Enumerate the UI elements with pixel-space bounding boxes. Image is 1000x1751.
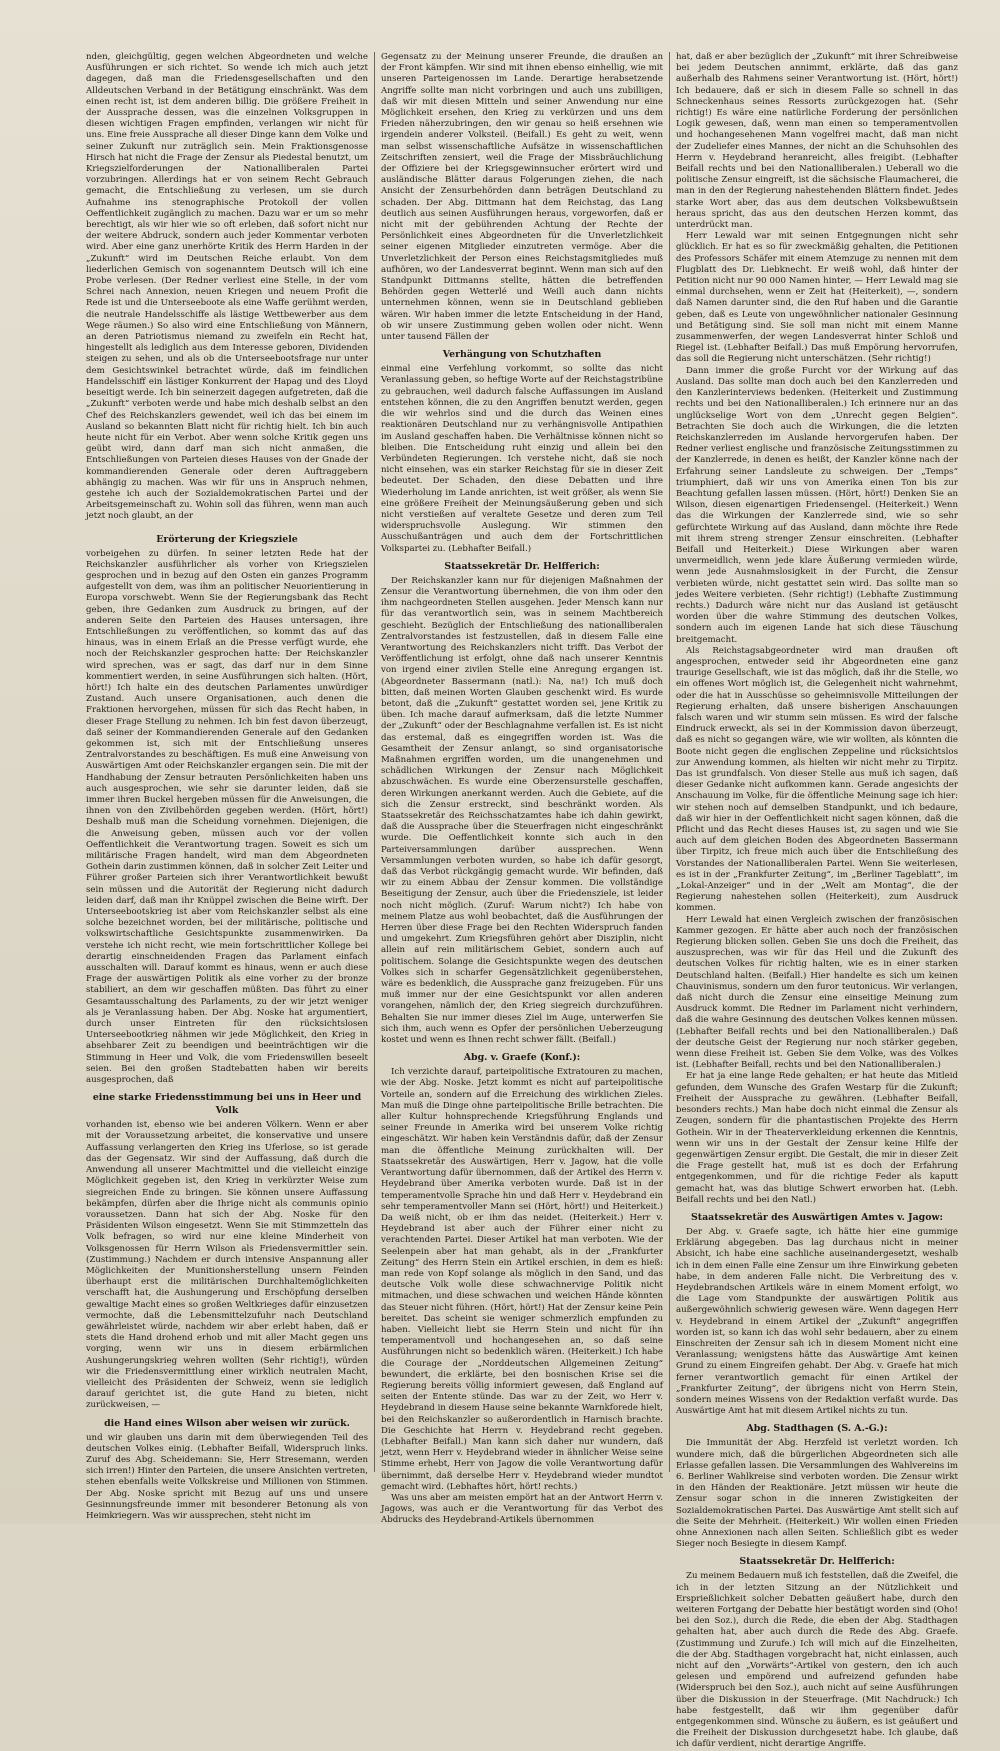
speaker-heading: Abg. Stadthagen (S. A.-G.): (746, 1423, 888, 1435)
speaker-heading: Staatssekretär Dr. Helfferich: (444, 560, 600, 572)
column-3 (670, 52, 964, 1750)
columns-container (80, 52, 964, 1750)
speaker-heading: Abg. v. Graefe (Konf.): (463, 1052, 581, 1064)
section-heading: Erörterung der Kriegsziele (156, 533, 298, 545)
section-heading: eine starke Friedensstimmung bei uns in Heer und Volk (92, 1092, 362, 1117)
paragraph: Ich verzichte darauf, parteipolitische Extratouren zu machen, wie der Abg. Noske. Jetzt kommt es nicht auf parteipolitische Vorteile an, sondern auf die Erreichung des wirklichen Zieles. Man muß die Dinge ohne parteipolitische Brille betrachten. Die aller Kultur hohnsprechende Kriegsführung Englands und seiner Freunde in Amerika wird bei unserem Volke richtig eingeschätzt. Wir haben kein Verständnis dafür, daß der Zensur man die öffentliche Meinung zurückhalten will. Der Staatssekretär des Auswärtigen, Herr v. Jagow, hat die volle Verantwortung dafür übernommen, daß der Artikel des Herrn v. Heydebrand über Amerika verboten wurde. Daß ist in der temperamentvolle Sprache hin und daß Herr v. Heydebrand ein sehr temperamentvoller Mann sei (Hört, hört!) und Heiterkeit.) Da weiß nicht, ob er ihm das neidet. (Heiterkeit.) Herr v. Heydebrand ist aber auch der Führer einer nicht zu verachtenden Partei. Dieser Artikel hat man verboten. Wie der Seelenpein aber hat man gehabt, als in der „Frankfurter Zeitung“ des Herrn Stein ein Artikel erschien, in dem es hieß: man rede von Kopf solange als möglich in den Sand, und das deutsche Volk wolle diese schwachnervige Politik nicht mitmachen, und diese schwachen und weichen Hände könnten das Steuer nicht führen. (Hört, hört!) Hat der Zensur keine Pein bereitet. Das scheint sie weniger schmerzlich empfunden zu haben. Vielleicht liebt sie Herrn Stein und nicht für ihn temperamentvoll und hochangesehen an, so daß seine Ausführungen nicht so bedenklich wären. (Heiterkeit.) Ich habe die Courage der „Norddeutschen Allgemeinen Zeitung“ bewundert, die erklärte, bei den bosnischen Krise sei die Regierung bereits völlig informiert gewesen, daß England auf seiten der Entente stünde. Das war zu der Zeit, wo Herr v. Heydebrand in diesem Hause seine bekannte Warnkforede hielt, bei den Reichskanzler so außerordentlich in Harnisch brachte. Die Geschichte hat Herrn v. Heydebrand recht gegeben. (Lebhafter Beifall.) Man kann sich daher nur wundern, daß jetzt, wenn Herr v. Heydebrand wieder in ähnlicher Weise seine Stimme erhebt, Herr von Jagow die volle Verantwortung dafür übernimmt, daß derselbe Herr v. Heydebrand wieder mundtot gemacht wird. (Lebhaftes hört, hört! rechts.) (381, 1067, 663, 1492)
section-heading: Verhängung von Schutzhaften (442, 349, 602, 361)
paragraph: Herr Lewald war mit seinen Entgegnungen nicht sehr glücklich. Er hat es so für zweckmäßig gehalten, die Petitionen des Professors Schäfer mit einem Atemzuge zu nennen mit dem Flugblatt des Dr. Liebknecht. Er weiß wohl, daß hinter der Petition nicht nur 90 000 Namen hinter, — Herr Lewald mag sie einmal durchsehen, wenn er Zeit hat (Heiterkeit), —, sondern daß Namen darunter sind, die den Ruf haben und die Garantie geben, daß es Leute von ungewöhnlicher nationaler Gesinnung und Betätigung sind. Sie soll man nicht mit einem Manne zusammenwerfen, der wegen Landesverrat hinter Schloß und Riegel ist. (Lebhafter Beifall.) Das muß Empörung hervorrufen, das soll die Regierung nicht unterschätzen. (Sehr richtig!) (676, 231, 958, 365)
paragraph: vorbeigehen zu dürfen. In seiner letzten Rede hat der Reichskanzler ausführlicher als vorher von Kriegszielen gesprochen und in bezug auf den Osten ein ganzes Programm aufgestellt von dem, was ihm an politischer Neuorientierung in Europa vorschwebt. Wenn Sie der Regierungsbank das Recht geben, ihre Gedanken zum Ausdruck zu bringen, auf der anderen Seite den Parteien des Hauses untersagen, ihre Entschließungen zu veröffentlichen, so kommt das auf das hinaus, was in einem Erlaß an die Presse verfügt wurde, ehe noch der Reichskanzler gesprochen hatte: Der Reichskanzler wird sprechen, was er sagt, das darf nur in dem Sinne kommentiert werden, in seine Ausführungen sich halten. (Hört, hört!) Ich halte ein des deutschen Parlamentes unwürdiger Zustand. Auch unsere Organisationen, auch denen die Fraktionen hervorgehen, müssen für sich das Recht haben, in dieser Frage Stellung zu nehmen. Ich bin fest davon überzeugt, daß seiner der Kommandierenden Generale auf den Gedanken gekommen ist, sich mit der Entschließung unseres Zentralvorstandes zu beschäftigen. Es muß eine Anweisung von Auswärtigen Amt oder Reichskanzler ergangen sein. Die mit der Handhabung der Zensur betrauten Persönlichkeiten haben uns auch ausgesprochen, wie sehr sie darunter leiden, daß sie immer ihren Buckel hergeben müssen für die Anweisungen, die ihnen von den Zivilbehörden gegeben werden. (Hört, hört!) Deshalb muß man die Scheidung vornehmen. Diejenigen, die die Anweisung geben, müssen auch vor der vollen Oeffentlichkeit die Verantwortung tragen. Soweit es sich um militärische Fragen handelt, wird man dem Abgeordneten Gothein darin zustimmen können, daß in solcher Zeit Leiter und Führer großer Parteien sich ihrer Verantwortlichkeit bewußt sein müssen und die Autorität der Regierung nicht dadurch leiden darf, daß man ihr Knüppel zwischen die Beine wirft. Der Unterseebootskrieg ist aber vom Reichskanzler selbst als eine solche bezeichnet worden, bei der militärische, politische und volkswirtschaftliche Gesichtspunkte zusammenwirken. Da verstehe ich nicht recht, wie mein fortschrittlicher Kollege bei derartig einschneidenden Fragen das Parlament einfach ausschalten will. Darauf kommt es hinaus, wenn er auch diese Frage der auswärtigen Politik als eine vorher zu der bronze stabiliert, an dem wir geschaffen müßten. Das führt zu einer Gesamtausschaltung des Parlaments, zu der wir jetzt weniger als je Veranlassung haben. Der Abg. Noske hat argumentiert, durch unser Eintreten für den rücksichtslosen Unterseebootkrieg nähmen wir jede Möglichkeit, den Krieg in absehbarer Zeit zu beendigen und beeinträchtigen wir die Stimmung in Heer und Volk, die vom Friedenswillen beseelt seien. Bei den großen Stadtebatten haben wir bereits ausgesprochen, daß (86, 548, 368, 1086)
paragraph: Herr Lewald hat einen Vergleich zwischen der französischen Kammer gezogen. Er hätte aber auch noch der französischen Regierung blicken sollen. Geben Sie uns doch die Freiheit, das auszusprechen, was wir für das Heil und die Zukunft des deutschen Volkes für richtig halten, wie es in einer starken Deutschland halten. (Beifall.) Hier handelte es sich um keinen Chauvinismus, sondern um den furor teutonicus. Wir verlangen, daß nicht durch die Zensur eine einseitige Meinung zum Ausdruck kommt. Die Redner im Parlament nicht verhindern, daß die wahre Gesinnung des deutschen Volkes kennen müssen. (Lebhafter Beifall rechts und bei den Nationalliberalen.) Daß der deutsche Geist der Regierung nur noch stärker gegeben, wenn diese Freiheit ist. Geben Sie dem Volke, was des Volkes ist. (Lebhafter Beifall, rechts und bei den Nationalliberalen.) (676, 914, 958, 1071)
section-heading: die Hand eines Wilson aber weisen wir zurück. (104, 1417, 350, 1429)
paragraph: vorhanden ist, ebenso wie bei anderen Völkern. Wenn er aber mit der Voraussetzung arbeitet, die konservative und unsere Auffassung verlangerten den Krieg ins Uferlose, so ist gerade das der Gegensatz. Wir sind der Auffassung, daß durch die Anwendung all unserer Machtmittel und die vielleicht einzige Möglichkeit gegeben ist, den Krieg in verkürzter Weise zum siegreichen Ende zu bringen. Sie können unsere Auffassung bekämpfen, dürfen aber die Ihrige nicht als communis opinio voraussetzen. Dann hat sich der Abg. Noske für den Präsidenten Wilson eingesetzt. Wenn Sie mit Stimmzetteln das Volk befragen, so wird nur eine kleine Minderheit von Volksgenossen für Herrn Wilson als Friedensvermittler sein. (Zustimmung.) Nachdem er durch intensive Anspannung aller Möglichkeiten der Munitionsherstellung unsern Feinden überhaupt erst die militärischen Durchhaltemöglichkeiten verschafft hat, die Aushungerung und Erschöpfung derselben gewaltige Macht eines so großen Weltkrieges dafür einzusetzen vermochte, daß die Lebensmittelzufuhr nach Deutschland gewährleistet würde, nachdem wir aber erlebt haben, daß er stets die Hand drohend erhob und mit aller Macht gegen uns vorging, wenn wir uns in diesem erbärmlichen Aushungerungskrieg wehren wollten (Sehr richtig!), würden wir die Friedensvermittlung einer wirklich neutralen Macht, vielleicht des Präsidenten der Schweiz, wenn sie lediglich darauf gerichtet ist, die gute Hand zu bieten, nicht zurückweisen, — (86, 1120, 368, 1411)
paragraph: Zu meinem Bedauern muß ich feststellen, daß die Zweifel, die ich in der letzten Sitzung an der Nützlichkeit und Ersprießlichkeit solcher Debatten geäußert habe, durch den weiteren Fortgang der Debatte hier bestätigt worden sind (Oho! bei den Soz.), durch die Rede, die eben der Abg. Stadthagen gehalten hat, aber auch durch die Rede des Abg. Graefe. (Zustimmung und Zurufe.) Ich will mich auf die Einzelheiten, die der Abg. Stadthagen vorgebracht hat, nicht einlassen, auch nicht auf den „Vorwärts“-Artikel von gestern, den ich auch gelesen und empörend und aufreizend gefunden habe (Widerspruch bei den Soz.), auch nicht auf seine Ausführungen über die Diskussion in der Steuerfrage. (Mit Nachdruck:) Ich habe festgestellt, daß wir ihm gegenüber dafür entgegenkommen sind. Wünsche zu äußern, es ist geäußert und die Freiheit der Diskussion durchgesetzt habe. Ich glaube, daß ich dafür verdient, nicht derartige Angriffe. (676, 1571, 958, 1750)
column-1 (80, 52, 374, 1521)
paragraph: Was uns aber am meisten empört hat an der Antwort Herrn v. Jagows, was auch er die Verantwortung für das Verbot des Abdrucks des Heydebrand-Artikels übernommen (381, 1492, 663, 1526)
paragraph: Die Immunität der Abg. Herzfeld ist verletzt worden. Ich wundere mich, daß die bürgerlichen Abgeordneten sich alle Erlasse gefallen lassen. Die Versammlungen des Wahlvereins im 6. Berliner Wahlkreise sind verboten worden. Die Zensur wirkt in den Händen der Reaktionäre. Jetzt müssen wir heute die Zensur sogar schon in die inneren Zwistigkeiten der Sozialdemokratischen Partei. Das Auswärtige Amt stellt sich auf die Seite der Mehrheit. (Heiterkeit.) Wir wollen einen Frieden ohne Annexionen nach allen Seiten. Schließlich gibt es weder Sieger noch Besiegte in diesem Kampf. (676, 1438, 958, 1550)
speaker-heading: Staatssekretär Dr. Helfferich: (739, 1556, 895, 1568)
paragraph: Er hat ja eine lange Rede gehalten; er hat heute das Mitleid gefunden, dem Wunsche des Grafen Westarp für die Zukunft; Freiheit der Aussprache zu gewähren. (Lebhafter Beifall, besonders rechts.) Man habe doch nicht einmal die Zensur als Zeugen, sondern für die phantastischen Projekte des Herrn Gothein. Wir in der Theaterverkleidung erkennen die Kenntnis, wenn wir uns in der Gestalt der Zensur keine Hilfe der gegenwärtigen Zensur ergibt. Die Gestalt, die mir in dieser Zeit die Frage gestellt hat, muß ist es doch der Erfahrung entgegenkommen, und für die richtige Feder als kaputt gemacht hat, was das blutige Schwert erworben hat. (Lebh. Beifall rechts und bei den Natl.) (676, 1071, 958, 1205)
paragraph: Der Abg. v. Graefe sagte, ich hätte hier eine gummige Erklärung abgegeben. Das lag durchaus nicht in meiner Absicht, ich habe eine sachliche auseinandergesetzt, weshalb ich in dem einen Falle eine Zensur um ihre Einwirkung gebeten habe, in dem anderen Falle nicht. Die Verbreitung des v. Heydebrandschen Artikels wäre in einem Moment erfolgt, wo die Lage vom Standpunkte der auswärtigen Politik aus außergewöhnlich schwierig gewesen wäre. Wenn dagegen Herr v. Heydebrand in einem Artikel der „Zukunft“ angegriffen worden ist, so kann ich das wohl sehr bedauern, aber zu einem Einschreiten der Zensur sah ich in diesem Moment nicht eine Veranlassung; wenigstens hätte das Auswärtige Amt keinen Grund zu einem Eingreifen gehabt. Der Abg. v. Graefe hat mich ferner verantwortlich gemacht für einen Artikel der „Frankfurter Zeitung“, der übrigens nicht von Herrn Stein, sondern meines Wissens von der Redaktion verfaßt wurde. Das Auswärtige Amt hat mit diesem Artikel nichts zu tun. (676, 1226, 958, 1417)
paragraph: einmal eine Verfehlung vorkommt, so sollte das nicht Veranlassung geben, so heftige Worte auf der Reichstagstribüne zu gebrauchen, weil dadurch falsche Auffassungen im Ausland entstehen können, die zu den Angriffen benutzt werden, gegen die wir wehrlos sind und die durch das Weinen eines reaktionären Deutschland nur zu verhängnisvolle Antipathien im Ausland geschaffen haben. Die Verhältnisse können nicht so bleiben. Die Entscheidung ruht einzig und allein bei den Verbündeten Regierungen. Ich verstehe nicht, daß sie noch nicht einsehen, was ein starker Reichstag für sie in dieser Zeit bedeutet. Der Schaden, den diese Debatten und ihre Wiederholung im Lande anrichten, ist weit größer, als wenn Sie eine größere Freiheit der Meinungsäußerung geben und sich nicht verstießen auf veraltete Gesetze und deren zum Teil widerspruchsvolle Auslegung. Wir stimmen den Ausschußanträgen und auch dem der Fortschrittlichen Volkspartei zu. (Lebhafter Beifall.) (381, 364, 663, 554)
speaker-heading: Staatssekretär des Auswärtigen Amtes v. Jagow: (690, 1211, 944, 1223)
paragraph: nden, gleichgültig, gegen welchen Abgeordneten und welche Ausführungen er sich richtet. So wende ich mich auch jetzt dagegen, daß man die Friedensgesellschaften und den Alldeutschen Verband in der Betätigung einschränkt. Was dem einen recht ist, ist dem anderen billig. Die größere Freiheit in der Aussprache dessen, was die einzelnen Volksgruppen in diesen wichtigen Fragen empfinden, verlangen wir nicht für uns. Eine freie Aussprache all dieser Dinge kann dem Volke und seiner Zukunft nur zuträglich sein. Mein Fraktionsgenosse Hirsch hat nicht die Frage der Zensur als Piedestal benutzt, um Kriegszielforderungen der Nationalliberalen Partei vorzubringen. Allerdings hat er von seinem Recht Gebrauch gemacht, die Entschließung zu verlesen, um sie durch Aufnahme ins stenographische Protokoll der vollen Oeffentlichkeit zugänglich zu machen. Dazu war er um so mehr berechtigt, als wir hier wie so oft erleben, daß sofort nicht nur der weitere Abdruck, sondern auch jeder Kommentar verboten wird. Aber eine ganz unerhörte Kritik des Herrn Harden in der „Zukunft“ wird im Deutschen Reiche erlaubt. Von dem liederlichen Gemisch von sogenanntem Deutsch will ich eine Probe verlesen. (Der Redner verliest eine Stelle, in der vom Schrei nach Annexion, neuen Kriegen und neuem Profit die Rede ist und die Unterseeboote als eine Waffe gerühmt werden, die neutrale Handelsschiffe als lästige Wettbewerber aus dem Wege räumen.) So also wird eine Entschließung von Männern, an deren Patriotismus niemand zu zweifeln ein Recht hat, hingestellt als lediglich aus dem Interesse geboren, Dividenden steigen zu sehen, und als ob die Unterseebootsfrage nur unter dem Gesichtswinkel betrachtet würde, daß im feindlichen Handelsschiff ein lästiger Konkurrent der Hapag und des Lloyd beseitigt werde. Ich bin seinerzeit dagegen aufgetreten, daß die „Zukunft“ verboten werde und habe mich deshalb selbst an den Chef des Reichskanzlers gewendet, weil ich das bei einem im Ausland so bekannten Blatt nicht für richtig hielt. Ich bin auch heute nicht für ein Verbot. Aber wenn solche Kritik gegen uns geübt wird, dann darf man sich nicht anmaßen, die Entschließungen von Parteien dieses Hauses von der Gnade der kommandierenden Generale oder deren Auftraggebern abhängig zu machen. Was wir für uns in Anspruch nehmen, gestehe ich auch der Sozialdemokratischen Partei und der Arbeitsgemeinschaft zu. Wohin soll das führen, wenn man auch jetzt noch glaubt, an der (86, 52, 368, 522)
paragraph: Als Reichstagsabgeordneter wird man draußen oft angesprochen, entweder seid ihr Abgeordneten eine ganz traurige Gesellschaft, wie ist das möglich, daß ihr die Stelle, wo ein offenes Wort möglich ist, die Gelegenheit nicht wahrnehmt, oder die hat in Ausschüsse so geheimnisvolle Mitteilungen der Regierung erhalten, daß unsere bisherigen Anschauungen falsch waren und wir stumm sein müssen. Es wird der falsche Eindruck erweckt, als sei in der Kommission davon überzeugt, daß es nicht so gegangen wäre, wie wir wollten, als könnten die Boote nicht gegen die englischen Zeppeline und rücksichtslos zur Anwendung kommen, als hielten wir nicht mehr zu Tirpitz. Das ist grundfalsch. Von dieser Stelle aus muß ich sagen, daß dieser Gedanke nicht aufkommen kann. Gerade angesichts der Anschauung im Volke, für die öffentliche Meinung sage ich hier: wir stehen noch auf demselben Standpunkt, und ich bedaure, daß wir hier in der Oeffentlichkeit nicht sagen können, daß die Pflicht und das Recht dieses Hauses ist, zu sagen und wie Sie auch auf dem gleichen Boden des Abgeordneten Bassermann über Tirpitz, ich freue mich auch über die Entschließung des Vorstandes der Nationalliberalen Partei. Wenn Sie weiterlesen, es ist in der „Frankfurter Zeitung“, im „Berliner Tageblatt“, im „Lokal-Anzeiger“ und in der „Welt am Montag“, die der Regierung nahestehen sollen (Heiterkeit), zum Ausdruck kommen. (676, 645, 958, 914)
paragraph: Der Reichskanzler kann nur für diejenigen Maßnahmen der Zensur die Verantwortung übernehmen, die von ihm oder den ihm nachgeordneten Stellen ausgehen. Jeder Mensch kann nur für das verantwortlich sein, was in seinem Machtbereich geschieht. Bezüglich der Entschließung des nationalliberalen Zentralvorstandes ist festzustellen, daß in diesem Falle eine Verantwortung des Reichskanzlers nicht trifft. Das Verbot der Veröffentlichung ist erfolgt, ohne daß nach unserer Kenntnis von irgend einer zivilen Stelle eine Anregung ergangen ist. (Abgeordneter Bassermann (natl.): Na, na!) Ich muß doch bitten, daß meinen Worten Glauben geschenkt wird. Es wurde betont, daß die „Zukunft“ gestattet worden sei, jene Kritik zu üben. Ich mache darauf aufmerksam, daß die letzte Nummer der „Zukunft“ oder der Beschlagnahme verfallen ist. Es ist nicht das erstemal, daß es eingegriffen worden ist. Was die Gesamtheit der Zensur anlangt, so sind organisatorische Maßnahmen ergriffen worden, um die unangenehmen und schädlichen Wirkungen der Zensur nach Möglichkeit abzuschwächen. Es wurde eine Oberzensurstelle geschaffen, deren Wirkungen anerkannt werden. Auch die Gebiete, auf die sich die Zensur erstreckt, sind beschränkt worden. Als Staatssekretär des Reichsschatzamtes habe ich dahin gewirkt, daß die Aussprache über die Steuerfragen nicht eingeschränkt wurde. Die Oeffentlichkeit konnte sich auch in den Parteiversammlungen darüber aussprechen. Wenn Versammlungen verboten wurden, so habe ich dafür gesorgt, daß das Verbot rückgängig gemacht wurde. Wir befinden, daß wir zu einem Abbau der Zensur kommen. Die vollständige Beseitigung der Zensur, auch über die Friedensziele, ist leider noch nicht möglich. (Zuruf: Warum nicht?) Ich habe von meinem Platze aus wohl beobachtet, daß die Ausführungen der Herren über diese Frage bei den Rechten Widerspruch fanden und umgekehrt. Zum Kriegsführen gehört aber Disziplin, nicht allein auf rein militärischem Gebiet, sondern auch auf politischem. Solange die Gesichtspunkte wegen des deutschen Volkes sich in scharfer Gegensätzlichkeit gegenüberstehen, wäre es bedenklich, die Aussprache ganz freizugeben. Für uns muß immer nur der eine Gesichtspunkt vor allen anderen vorangehen, nämlich der, den Krieg siegreich durchzuführen. Behalten Sie nur immer dieses Ziel im Auge, unterwerfen Sie sich ihm, auch wenn es Opfer der persönlichen Ueberzeugung kostet und wenn es Ihnen recht schwer fällt. (Beifall.) (381, 575, 663, 1046)
paragraph: Dann immer die große Furcht vor der Wirkung auf das Ausland. Das sollte man doch auch bei den Kanzlerreden und den Kanzlerinterviews bedenken. (Heiterkeit und Zustimmung rechts und bei den Nationalliberalen.) Ich erinnere nur an das unglückselige Wort von dem „Unrecht gegen Belgien“. Betrachten Sie doch auch die Wirkungen, die die letzten Reichskanzlerreden im Auslande hervorgerufen haben. Der Redner verliest englische und französische Zeitungsstimmen zu der Kanzlerrede, in denen es heißt, der Kanzler könne nach der Erfahrung seiner Landsleute zu schweigen. Der „Temps“ triumphiert, daß wir uns von Amerika einen Ton bis zur Beachtung gefallen lassen müssen. (Hört, hört!) Denken Sie an Wilson, diesen eigenartigen Friedensengel. (Heiterkeit.) Wenn das die Wirkungen der Kanzlerrede sind, wie so sehr gefürchtete Wirkung auf das Ausland, dann möchte ihre Rede mit ihrem streng strenger Zensur einschreiten. (Lebhafter Beifall und Heiterkeit.) Diese Wirkungen aber waren unvermeidlich, wenn jede klare Äußerung vermieden würde, wenn jede Ausnahmslosigkeit in der Furcht, die Zensur verbieten würde, nicht gestattet sein wird. Das sollte man so jedes Weitere verbieten. (Sehr richtig!) (Lebhafte Zustimmung rechts.) Dadurch wäre nicht nur das Ausland ist getäuscht worden über die wahre Stimmung des deutschen Volkes, sondern auch im eigenen Lande hat sich diese Täuschung breitgemacht. (676, 365, 958, 645)
paragraph: hat, daß er aber bezüglich der „Zukunft“ mit ihrer Schreibweise bei jedem Deutschen annimmt, erklärte, daß das ganz außerhalb des Rahmens seiner Verantwortung ist. (Hört, hört!) Ich bedauere, daß er sich in diesem Falle so schnell in das Schneckenhaus seines Ressorts zurückgezogen hat. (Sehr richtig!) Es wäre eine natürliche Forderung der persönlichen Logik gewesen, daß, wenn man einen so temperamentvollen und hochangesehenen Mann vogelfrei macht, daß man nicht der Zudeliefer eines Mannes, der nicht an die Schuhsohlen des Herrn v. Heydebrand heranreicht, alles freigibt. (Lebhafter Beifall rechts und bei den Nationalliberalen.) Ueberall wo die politische Zensur eingreift, ist die sächsische Flaumacherei, die man in den der Regierung nahestehenden Blättern findet. Jedes starke Wort aber, das aus dem deutschen Volksbewußtsein heraus spricht, das aus den deutschen Herzen kommt, das unterdrückt man. (676, 52, 958, 231)
paragraph: und wir glauben uns darin mit dem überwiegenden Teil des deutschen Volkes einig. (Lebhafter Beifall, Widerspruch links. Zuruf des Abg. Scheidemann: Sie, Herr Stresemann, werden sich irren!) Hinter den Parteien, die unsere Ansichten vertreten, stehen ebenfalls weite Volkskreise und Millionen von Stimmen. Der Abg. Noske spricht mit Bezug auf uns und unsere Gesinnungsfreunde immer mit besonderer Betonung als von Heimkriegern. Was wir aussprechen, steht nicht im (86, 1432, 368, 1521)
paragraph: Gegensatz zu der Meinung unserer Freunde, die draußen an der Front kämpfen. Wir sind mit ihnen ebenso einhellig, wie mit unseren Parteigenossen im Lande. Derartige herabsetzende Angriffe sollte man nicht vorbringen und auch uns zubilligen, daß wir mit diesen Mitteln und seiner Anwendung nur eine Möglichkeit ersehen, den Krieg zu verkürzen und uns dem Frieden näherzubringen, den wir genau so heiß ersehnen wie irgendein anderer Volksteil. (Beifall.) Es geht zu weit, wenn man selbst wissenschaftliche Aufsätze in wissenschaftlichen Zeitschriften zensiert, weil die Frage der Missbräuchlichung der Offiziere bei der Kriegsgewinnsucher erörtert wird und ausländische Blätter daraus Folgerungen ziehen, die nach Ansicht der Zensurbehörden dann beträgen Deutschland zu schaden. Der Abg. Dittmann hat dem Reichstag, das Lang deutlich aus seinen Ausführungen heraus, vorgeworfen, daß er nicht mit der gebührenden Achtung der Rechte der Persönlichkeit eines Abgeordneten für die Unverletzlichkeit seiner eigenen Mitglieder einzutreten vermöge. Aber die Unverletzlichkeit der Person eines Reichstagsmitgliedes muß aufhören, wo der Landesverrat beginnt. Wenn man sich auf den Standpunkt Dittmanns stellte, hätten die betreffenden Behörden gegen Wetterlé und Weill auch dann nichts unternehmen können, wenn sie in Deutschland geblieben wären. Wir haben immer die letzte Entscheidung in der Hand, ob wir unsere Zustimmung geben wollen oder nicht. Wenn unter tausend Fällen der (381, 52, 663, 343)
column-2 (375, 52, 669, 1526)
